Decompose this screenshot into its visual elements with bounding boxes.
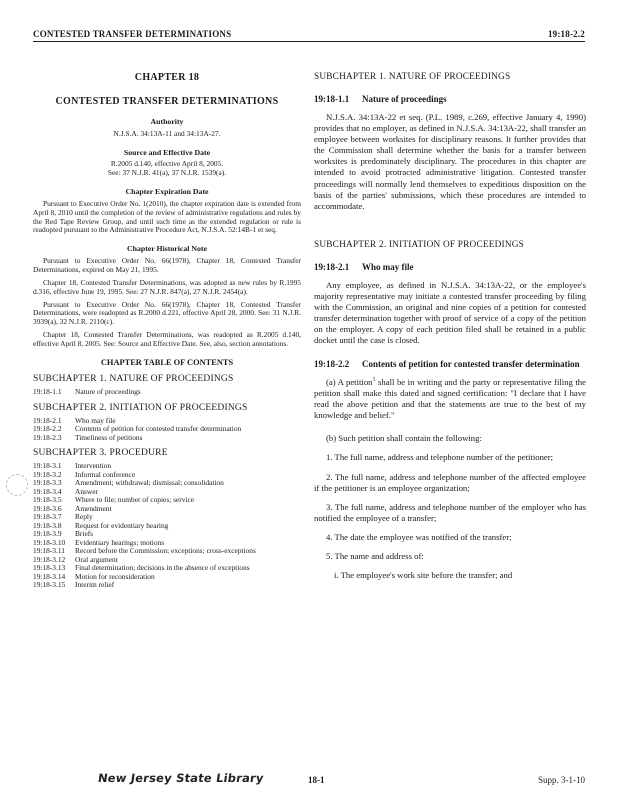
toc-row-text: Amendment — [75, 503, 112, 513]
authority-text: N.J.S.A. 34:13A-11 and 34:13A-27. — [113, 128, 221, 138]
toc-row-text: Intervention — [75, 461, 112, 471]
section-paragraph-b: (b) Such petition shall contain the following: — [326, 433, 482, 444]
toc-row[interactable] — [33, 530, 301, 539]
toc-row-text: Who may file — [75, 415, 116, 425]
list-item: 5. The name and address of: — [326, 551, 424, 562]
toc-row[interactable] — [33, 522, 301, 531]
toc-row-number: 19:18-3.4 — [33, 486, 62, 496]
toc-row[interactable] — [33, 573, 301, 582]
section-number: 19:18-2.1 — [314, 261, 350, 272]
section-paragraph-a — [314, 377, 586, 422]
toc-group — [33, 374, 301, 396]
toc-row-text: Answer — [75, 486, 98, 496]
toc-row-number: 19:18-3.1 — [33, 461, 62, 471]
toc-row[interactable] — [33, 434, 301, 443]
toc-row-text: Interim relief — [75, 580, 115, 590]
para-a-start: (a) A petition — [326, 376, 373, 387]
toc-row[interactable] — [33, 479, 301, 488]
history-paragraph: Chapter 18, Contested Transfer Determinations, was adopted as new rules by R.1995 d.316, effective June 19, 1995. See: 27 N.J.R. 847(a), 27 N.J.R. 2454(a). — [33, 277, 301, 296]
toc-row[interactable] — [33, 388, 301, 397]
toc-row-number: 19:18-3.3 — [33, 478, 62, 488]
toc-row-text: Request for evidentiary hearing — [75, 520, 169, 530]
list-item: 1. The full name, address and telephone number of the petitioner; — [326, 452, 554, 463]
list-item: i. The employee's work site before the transfer; and — [334, 570, 513, 581]
toc-row-text: Reply — [75, 512, 93, 522]
toc-row-text: Informal conference — [75, 469, 136, 479]
toc-row-number: 19:18-3.11 — [33, 546, 65, 556]
authority-heading: Authority — [150, 117, 184, 126]
section-number: 19:18-1.1 — [314, 93, 350, 104]
toc-row-number: 19:18-3.13 — [33, 563, 66, 573]
binder-hole-mark — [6, 474, 28, 496]
toc-group — [33, 448, 301, 590]
toc-row-text: Contents of petition for contested transfer determination — [75, 424, 242, 434]
toc-row-text: Motion for reconsideration — [75, 571, 155, 581]
toc-group — [33, 403, 301, 442]
toc-row-number: 19:18-3.7 — [33, 512, 62, 522]
toc-row[interactable] — [33, 547, 301, 556]
toc-row[interactable] — [33, 496, 301, 505]
expiration-heading: Chapter Expiration Date — [125, 187, 209, 197]
subchapter-1-heading: SUBCHAPTER 1. NATURE OF PROCEEDINGS — [314, 72, 511, 82]
source-line-2: See: 37 N.J.R. 41(a), 37 N.J.R. 1539(a). — [107, 168, 227, 178]
toc-row-number: 19:18-1.1 — [33, 387, 62, 397]
toc-row[interactable] — [33, 425, 301, 434]
toc-row-number: 19:18-3.2 — [33, 469, 62, 479]
toc-subchapter-heading: SUBCHAPTER 3. PROCEDURE — [33, 448, 168, 459]
history-heading: Chapter Historical Note — [127, 244, 207, 254]
toc-row[interactable] — [33, 505, 301, 514]
toc-row-text: Briefs — [75, 529, 94, 539]
toc-row-number: 19:18-3.9 — [33, 529, 62, 539]
section-body-1-1: N.J.S.A. 34:13A-22 et seq. (P.L. 1989, c.269, effective January 4, 1990) provides that no employer, as defined in N.J.S.A. 34:13A-22, shall transfer an employee between worksites for disciplinary reasons. It further provides that the Commission shall determine whether the basis for a transfer between worksites is predominately disciplinary. The procedures in this chapter are intended to avoid protracted administrative litigation. Contested transfer proceedings will normally lend themselves to expeditious disposition on the basis of the parties' submissions, which these procedures are intended to accommodate. — [314, 111, 586, 211]
toc-row-text: Timeliness of petitions — [75, 432, 143, 442]
subchapter-2-heading: SUBCHAPTER 2. INITIATION OF PROCEEDINGS — [314, 239, 525, 250]
library-stamp: New Jersey State Library — [97, 771, 265, 785]
chapter-title: CONTESTED TRANSFER DETERMINATIONS — [55, 95, 279, 107]
expiration-text: Pursuant to Executive Order No. 1(2010), the chapter expiration date is extended from April 8, 2010 until the completion of the review of administrative regulations and rules by the Red Tape Review Group, and until such time as the extended regulation or rule is readopted pursuant to the Administrative Procedure Act, N.J.S.A. 52:14B-1 et seq. — [33, 198, 301, 235]
history-paragraph: Pursuant to Executive Order No. 66(1978), Chapter 18, Contested Transfer Determinations, were readopted as R.2000 d.221, effective April 28, 2000. See: 31 N.J.R. 3939(a), 32 N.J.R. 2110(c). — [33, 299, 301, 327]
section-number: 19:18-2.2 — [314, 358, 350, 369]
toc-row-number: 19:18-2.2 — [33, 424, 62, 434]
header-title: CONTESTED TRANSFER DETERMINATIONS — [33, 29, 232, 39]
supplement-date: Supp. 3-1-10 — [538, 775, 585, 785]
history-paragraph: Chapter 18, Contested Transfer Determinations, was readopted as R.2005 d.140, effective April 8, 2005. See: Source and Effective Date. See, also, section annotations. — [33, 330, 301, 349]
toc-row-text: Final determination; decisions in the absence of exceptions — [75, 563, 250, 573]
source-line-1: R.2005 d.140, effective April 8, 2005. — [110, 159, 224, 169]
section-title: Contents of petition for contested transfer determination — [362, 358, 580, 369]
toc-subchapter-heading: SUBCHAPTER 1. NATURE OF PROCEEDINGS — [33, 374, 234, 385]
toc-subchapter-heading: SUBCHAPTER 2. INITIATION OF PROCEEDINGS — [33, 402, 248, 413]
toc-row-number: 19:18-3.15 — [33, 580, 66, 590]
section-title: Nature of proceedings — [362, 93, 447, 104]
source-heading: Source and Effective Date — [123, 147, 211, 157]
toc-row-number: 19:18-3.12 — [33, 554, 66, 564]
toc-row-number: 19:18-3.8 — [33, 520, 62, 530]
section-body-2-1: Any employee, as defined in N.J.S.A. 34:13A-22, or the employee's majority representative may initiate a contested transfer proceeding by filing with the Commission, an original and nine copies of a petition for contested transfer determination together with proof of service of a copy of the petition on the employer. A copy of each petition filed shall be retained in a public docket until the case is closed. — [314, 279, 586, 346]
list-item: 4. The date the employee was notified of the transfer; — [326, 532, 512, 543]
para-a-end: shall be in writing and the party or representative filing the petition shall make this dated and signed certification: "I declare that I have read the above petition and that the statements are true to the best of my knowledge and belief." — [314, 376, 587, 421]
toc-row-number: 19:18-3.5 — [33, 495, 62, 505]
toc-row-number: 19:18-3.10 — [33, 537, 66, 547]
toc-row[interactable] — [33, 564, 301, 573]
toc-row-text: Oral argument — [75, 554, 118, 564]
toc-row-text: Nature of proceedings — [75, 387, 141, 397]
footnote-marker[interactable]: 1 — [372, 376, 376, 383]
history-paragraph: Pursuant to Executive Order No. 66(1978), Chapter 18, Contested Transfer Determinations, expired on May 21, 1995. — [33, 256, 301, 274]
toc-row-number: 19:18-2.3 — [33, 432, 62, 442]
toc-row[interactable] — [33, 462, 301, 471]
toc-row-text: Amendment; withdrawal; dismissal; consolidation — [75, 478, 224, 488]
section-heading-2-1 — [314, 262, 586, 273]
toc-row-number: 19:18-3.6 — [33, 503, 62, 513]
list-item: 3. The full name, address and telephone number of the employer who has notified the employee of a transfer; — [314, 501, 586, 523]
toc-row-text: Where to file; number of copies; service — [75, 495, 195, 505]
page-number: 18-1 — [308, 775, 325, 785]
list-item: 2. The full name, address and telephone number of the affected employee if the petitioner is an employee organization; — [314, 471, 586, 493]
header-section-number: 19:18-2.2 — [547, 29, 585, 39]
left-column — [33, 72, 301, 596]
toc-row-number: 19:18-3.14 — [33, 571, 66, 581]
running-header — [33, 26, 585, 42]
chapter-number: CHAPTER 18 — [134, 72, 200, 83]
section-heading-1-1 — [314, 94, 586, 105]
toc-title: CHAPTER TABLE OF CONTENTS — [100, 357, 234, 367]
toc-row-text: Evidentiary hearings; motions — [75, 537, 165, 547]
toc-row-number: 19:18-2.1 — [33, 415, 62, 425]
toc-row[interactable] — [33, 581, 301, 590]
section-title: Who may file — [362, 261, 414, 272]
right-column — [314, 72, 586, 589]
toc-row-text: Record before the Commission; exceptions; cross-exceptions — [75, 546, 256, 556]
section-heading-2-2 — [314, 359, 586, 370]
